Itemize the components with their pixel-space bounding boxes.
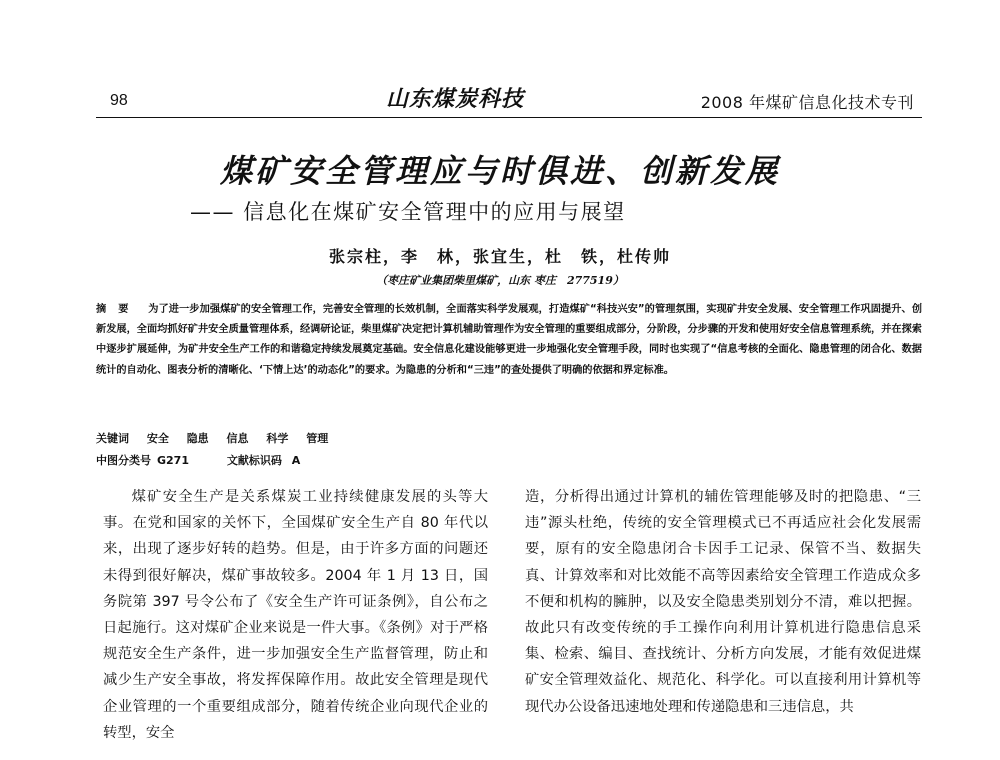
author-list: 张宗柱，李 林，张宜生，杜 铁，杜传帅	[328, 247, 671, 266]
running-header	[96, 78, 922, 118]
keyword: 科学	[266, 432, 289, 445]
body-column-right	[525, 484, 921, 720]
article-title: 煤矿安全管理应与时俱进、创新发展	[219, 152, 780, 190]
body-paragraph: 煤矿安全生产是关系煤炭工业持续健康发展的头等大事。在党和国家的关怀下，全国煤矿安全生产自 80 年代以来，出现了逐步好转的趋势。但是，由于许多方面的问题还未得到很好解决，煤矿事故较多。2004 年 1 月 13 日，国务院第 397 号令公布了《安全生产许可证条例》，自公布之日起施行。这对煤矿企业来说是一件大事。《条例》对于严格规范安全生产条件，进一步加强安全生产监督管理，防止和减少生产安全事故，将发挥保障作用。故此安全管理是现代企业管理的一个重要组成部分，随着传统企业向现代企业的转型，安全	[103, 489, 488, 741]
body-column-left	[103, 484, 488, 746]
classification-line	[96, 452, 306, 468]
article-subtitle: —— 信息化在煤矿安全管理中的应用与展望	[190, 200, 626, 224]
keyword: 管理	[306, 432, 329, 445]
class-code: G271	[157, 454, 189, 467]
journal-logo: 山东煤炭科技	[386, 86, 525, 112]
issue-title: 2008 年煤矿信息化技术专刊	[700, 93, 914, 112]
header-rule	[96, 117, 922, 118]
abstract-block	[96, 300, 922, 381]
body-paragraph: 造，分析得出通过计算机的辅佐管理能够及时的把隐患、“三违”源头杜绝，传统的安全管理模式已不再适应社会化发展需要，原有的安全隐患闭合卡因手工记录、保管不当、数据失真、计算效率和对比效能不高等因素给安全管理工作造成众多不便和机构的臃肿，以及安全隐患类别划分不清，难以把握。故此只有改变传统的手工操作向利用计算机进行隐患信息采集、检索、编目、查找统计、分析方向发展，才能有效促进煤矿安全管理效益化、规范化、科学化。可以直接利用计算机等现代办公设备迅速地处理和传递隐患和三违信息，共	[525, 489, 921, 715]
doc-code-label: 文献标识码	[226, 454, 282, 467]
keywords-label: 关键词	[96, 432, 129, 445]
keywords-line	[96, 430, 342, 446]
keyword: 信息	[226, 432, 249, 445]
class-label: 中图分类号	[96, 454, 151, 467]
keyword: 安全	[146, 432, 169, 445]
doc-code: A	[291, 454, 301, 467]
abstract-label: 摘要	[96, 304, 141, 315]
author-affiliation: （枣庄矿业集团柴里煤矿，山东 枣庄 277519）	[376, 274, 624, 287]
page-number: 98	[110, 92, 128, 109]
abstract-text: 为了进一步加强煤矿的安全管理工作，完善安全管理的长效机制，全面落实科学发展观，打造煤矿“科技兴安”的管理氛围，实现矿井安全发展、安全管理工作巩固提升、创新发展，全面均抓好矿井安全质量管理体系，经调研论证，柴里煤矿决定把计算机辅助管理作为安全管理的重要组成部分，分阶段，分步骤的开发和使用好安全信息管理系统，并在探索中逐步扩展延伸，为矿井安全生产工作的和谐稳定持续发展奠定基础。安全信息化建设能够更进一步地强化安全管理手段，同时也实现了“信息考核的全面化、隐患管理的闭合化、数据统计的自动化、图表分析的清晰化、‘下情上达’的动态化”的要求。为隐患的分析和“三违”的查处提供了明确的依据和界定标准。	[96, 304, 923, 376]
keyword: 隐患	[186, 432, 209, 445]
